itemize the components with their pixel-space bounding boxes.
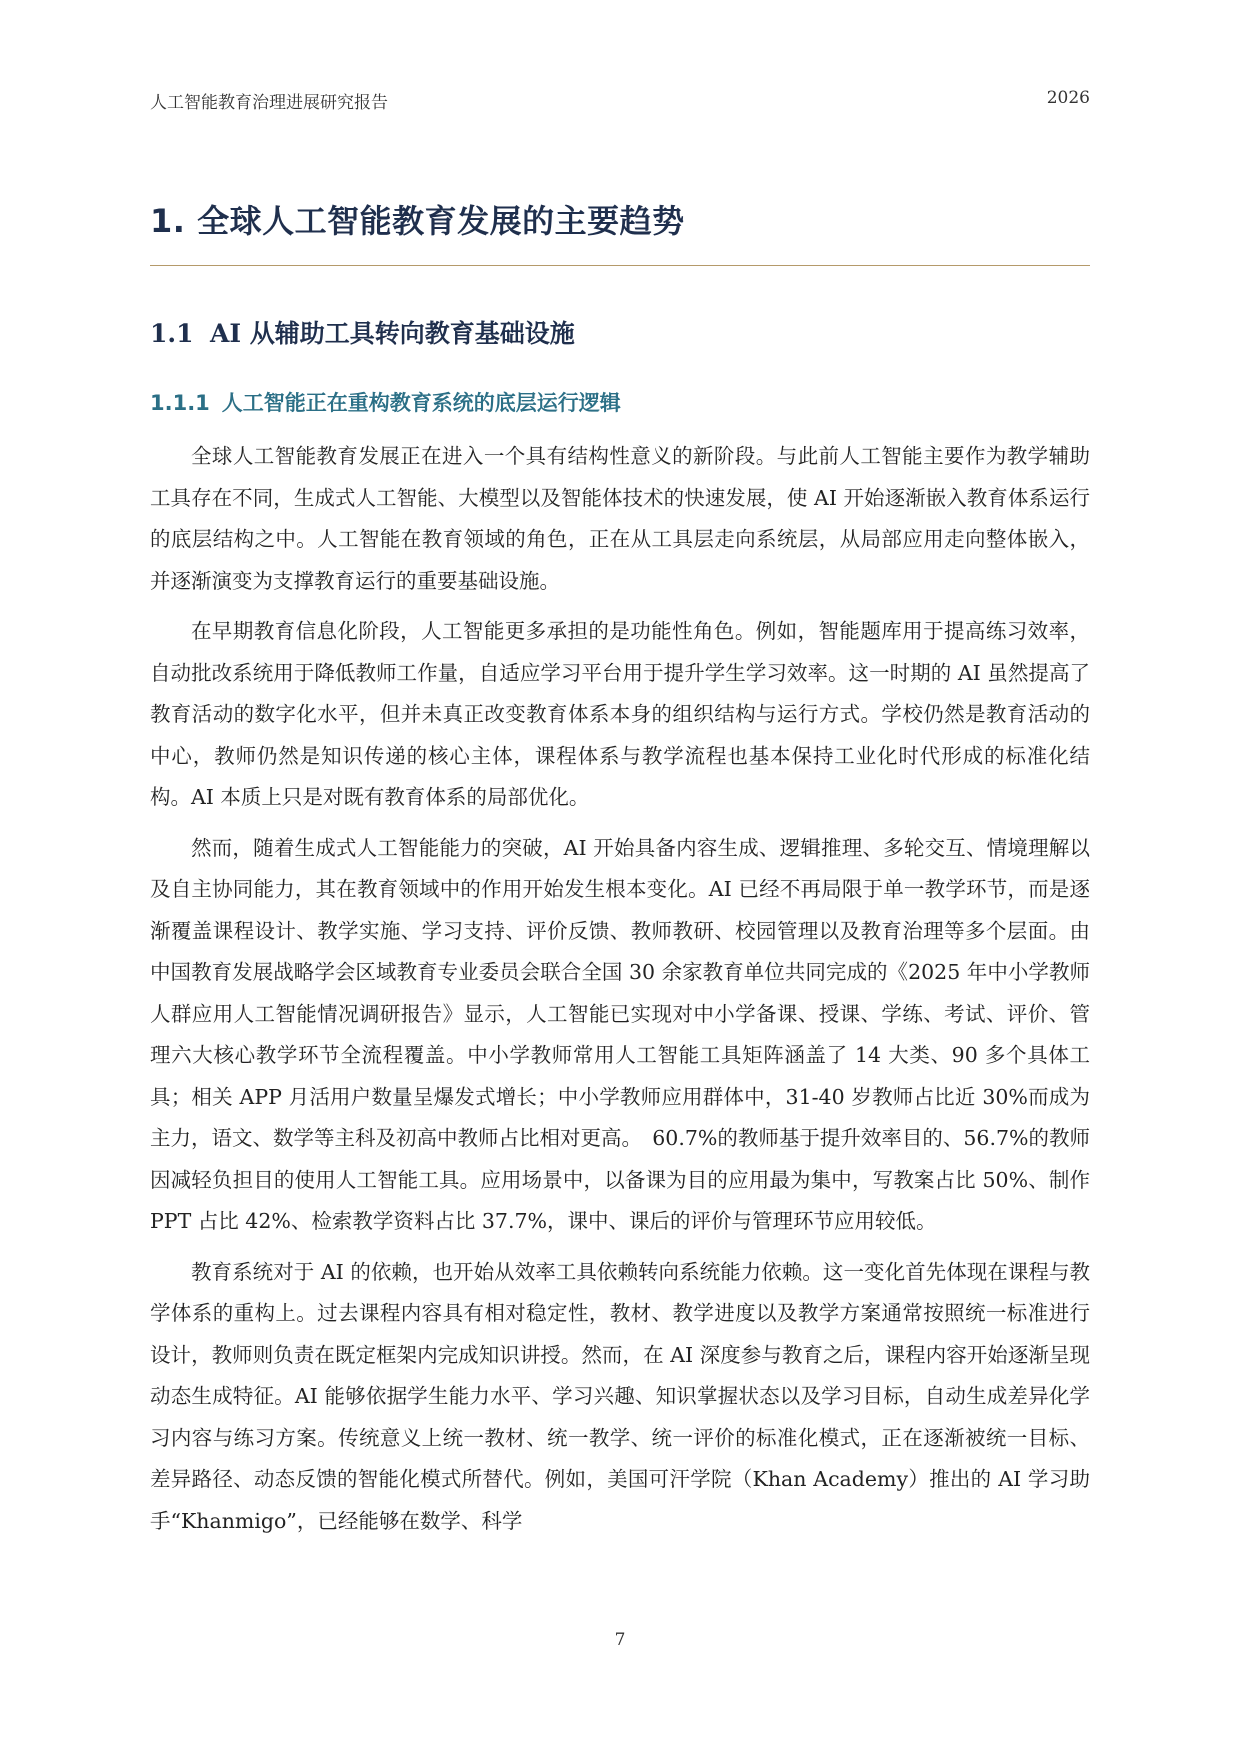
page-number: 7 (614, 1630, 626, 1650)
paragraph: 然而，随着生成式人工智能能力的突破，AI 开始具备内容生成、逻辑推理、多轮交互、情境理解以及自主协同能力，其在教育领域中的作用开始发生根本变化。AI 已经不再局限于单一教学环节，而是逐渐覆盖课程设计、教学实施、学习支持、评价反馈、教师教研、校园管理以及教育治理等多个层面。由中国教育发展战略学会区域教育专业委员会联合全国 30 余家教育单位共同完成的《2025 年中小学教师人群应用人工智能情况调研报告》显示，人工智能已实现对中小学备课、授课、学练、考试、评价、管理六大核心教学环节全流程覆盖。中小学教师常用人工智能工具矩阵涵盖了 14 大类、90 多个具体工具；相关 APP 月活用户数量呈爆发式增长；中小学教师应用群体中，31-40 岁教师占比近 30%而成为主力，语文、数学等主科及初高中教师占比相对更高。 60.7%的教师基于提升效率目的、56.7%的教师因减轻负担目的使用人工智能工具。应用场景中，以备课为目的应用最为集中，写教案占比 50%、制作 PPT 占比 42%、检索教学资料占比 37.7%，课中、课后的评价与管理环节应用较低。 (150, 835, 1090, 1233)
subsection-heading (150, 387, 621, 417)
subsection-number: 1.1.1 (150, 391, 210, 415)
chapter-title: 1. 全球人工智能教育发展的主要趋势 (150, 202, 685, 240)
chapter-divider (150, 265, 1090, 266)
body-text (150, 436, 1090, 1551)
report-title: 人工智能教育治理进展研究报告 (150, 93, 388, 113)
section-heading (150, 314, 575, 350)
paragraph: 全球人工智能教育发展正在进入一个具有结构性意义的新阶段。与此前人工智能主要作为教学辅助工具存在不同，生成式人工智能、大模型以及智能体技术的快速发展，使 AI 开始逐渐嵌入教育体系运行的底层结构之中。人工智能在教育领域的角色，正在从工具层走向系统层，从局部应用走向整体嵌入，并逐渐演变为支撑教育运行的重要基础设施。 (150, 444, 1090, 593)
running-header (150, 88, 1090, 116)
section-title: AI 从辅助工具转向教育基础设施 (210, 319, 575, 348)
section-number: 1.1 (150, 319, 194, 348)
paragraph: 教育系统对于 AI 的依赖，也开始从效率工具依赖转向系统能力依赖。这一变化首先体现在课程与教学体系的重构上。过去课程内容具有相对稳定性，教材、教学进度以及教学方案通常按照统一标准进行设计，教师则负责在既定框架内完成知识讲授。然而，在 AI 深度参与教育之后，课程内容开始逐渐呈现动态生成特征。AI 能够依据学生能力水平、学习兴趣、知识掌握状态以及学习目标，自动生成差异化学习内容与练习方案。传统意义上统一教材、统一教学、统一评价的标准化模式，正在逐渐被统一目标、差异路径、动态反馈的智能化模式所替代。例如，美国可汗学院（Khan Academy）推出的 AI 学习助手“Khanmigo”，已经能够在数学、科学 (150, 1259, 1090, 1533)
report-year: 2026 (1046, 88, 1090, 108)
subsection-title: 人工智能正在重构教育系统的底层运行逻辑 (221, 391, 621, 415)
paragraph: 在早期教育信息化阶段，人工智能更多承担的是功能性角色。例如，智能题库用于提高练习效率，自动批改系统用于降低教师工作量，自适应学习平台用于提升学生学习效率。这一时期的 AI 虽然提高了教育活动的数字化水平，但并未真正改变教育体系本身的组织结构与运行方式。学校仍然是教育活动的中心，教师仍然是知识传递的核心主体，课程体系与教学流程也基本保持工业化时代形成的标准化结构。AI 本质上只是对既有教育体系的局部优化。 (150, 619, 1090, 809)
